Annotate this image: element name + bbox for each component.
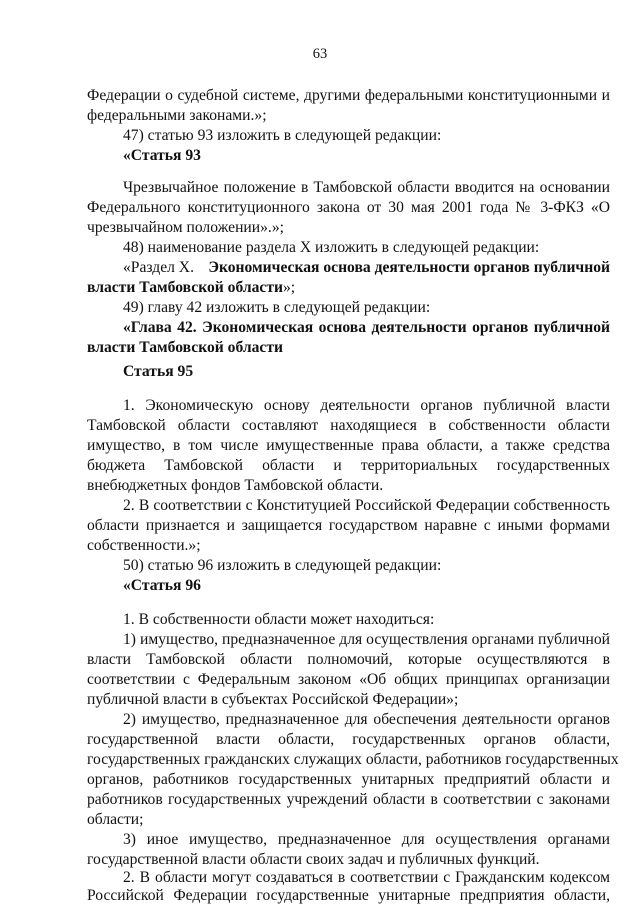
section-title-line	[123, 258, 610, 278]
chapter-title-continued: власти Тамбовской области	[87, 339, 283, 356]
text-line: области признается и защищается государством наравне с иными формами	[87, 517, 610, 534]
text-line: федеральными законами.»;	[87, 107, 267, 124]
text-line: Чрезвычайное положение в Тамбовской области вводится на основании	[123, 179, 610, 196]
text-line: 48) наименование раздела X изложить в следующей редакции:	[123, 239, 540, 256]
text-line: органов, работников государственных унитарных предприятий области и	[87, 771, 610, 788]
section-title: Экономическая основа деятельности органов публичной	[208, 259, 610, 276]
text-line: собственности.»;	[87, 537, 201, 554]
article-heading: «Статья 96	[123, 577, 201, 594]
text-line: 49) главу 42 изложить в следующей редакции:	[123, 299, 431, 316]
text-line: 2. В области могут создаваться в соответствии с Гражданским кодексом	[123, 869, 610, 886]
text-line: публичной власти в субъектах Российской Федерации»;	[87, 691, 459, 708]
text-line: Российской Федерации государственные унитарные предприятия области,	[87, 887, 610, 904]
text-line: государственной власти области, государственных органов области,	[87, 731, 610, 748]
text-line: 47) статью 93 изложить в следующей редакции:	[123, 127, 442, 144]
text-line: 2) имущество, предназначенное для обеспечения деятельности органов	[123, 711, 610, 728]
text-line: чрезвычайном положении».»;	[87, 219, 284, 236]
page-number: 63	[312, 46, 328, 62]
text-line: 3) иное имущество, предназначенное для осуществления органами	[123, 831, 610, 848]
text-line: государственных гражданских служащих области, работников государственных	[87, 751, 619, 768]
text-line: 1. В собственности области может находиться:	[123, 611, 435, 628]
text-line: 1. Экономическую основу деятельности органов публичной власти	[123, 397, 610, 414]
text-line: государственной власти области своих задач и публичных функций.	[87, 851, 540, 868]
text-line: имущество, в том числе имущественные права области, а также средства	[87, 437, 610, 454]
article-heading: «Статья 93	[123, 147, 201, 164]
text-line: Федерации о судебной системе, другими федеральными конституционными и	[87, 87, 610, 104]
section-label: «Раздел X.	[123, 259, 194, 276]
chapter-title: «Глава 42. Экономическая основа деятельности органов публичной	[123, 319, 610, 336]
text-line: 2. В соответствии с Конституцией Российской Федерации собственность	[123, 497, 610, 514]
text-line: 50) статью 96 изложить в следующей редакции:	[123, 557, 442, 574]
text-line: внебюджетных фондов Тамбовской области.	[87, 477, 384, 494]
article-heading: Статья 95	[123, 363, 194, 380]
text-line: Тамбовской области составляют находящиеся в собственности области	[87, 417, 610, 434]
text-line: Федерального конституционного закона от 30 мая 2001 года № 3-ФКЗ «О	[87, 199, 610, 216]
text-line: соответствии с Федеральным законом «Об общих принципах организации	[87, 671, 610, 688]
text-line: бюджета Тамбовской области и территориальных государственных	[87, 457, 610, 474]
text-line: области;	[87, 811, 144, 828]
text-line: власти Тамбовской области полномочий, которые осуществляются в	[87, 651, 610, 668]
section-title-continued: власти Тамбовской области»;	[87, 279, 296, 296]
text-line: работников государственных учреждений области в соответствии с законами	[87, 791, 610, 808]
text-line: 1) имущество, предназначенное для осуществления органами публичной	[123, 631, 610, 648]
